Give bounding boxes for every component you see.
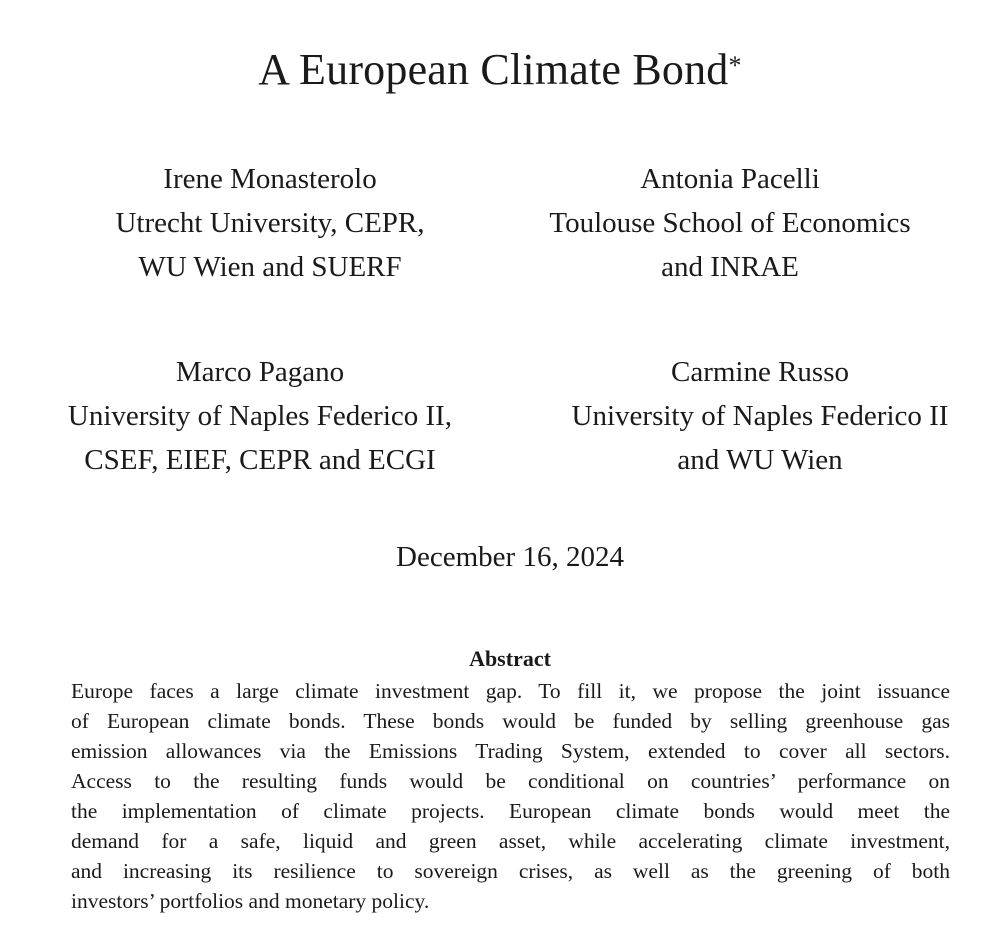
author-affiliation: CSEF, EIEF, CEPR and ECGI — [84, 444, 436, 476]
author-affiliation: Toulouse School of Economics — [549, 207, 911, 239]
abstract-line: Access to the resulting funds would be conditional on countries’ performance on — [71, 769, 950, 793]
author-affiliation: WU Wien and SUERF — [138, 251, 402, 283]
author-name: Irene Monasterolo — [163, 163, 377, 195]
abstract-line: demand for a safe, liquid and green asset, while accelerating climate investment, — [71, 829, 950, 853]
abstract-line: and increasing its resilience to sovereign crises, as well as the greening of both — [71, 859, 950, 883]
author-affiliation: Utrecht University, CEPR, — [115, 207, 425, 239]
author-block-1 — [40, 157, 500, 289]
paper-title: A European Climate Bond — [258, 45, 729, 94]
author-block-4 — [530, 350, 990, 482]
abstract-line: of European climate bonds. These bonds would be funded by selling greenhouse gas — [71, 709, 950, 733]
abstract-line: emission allowances via the Emissions Trading System, extended to cover all sectors. — [71, 739, 950, 763]
abstract-line: Europe faces a large climate investment gap. To fill it, we propose the joint issuance — [71, 679, 950, 703]
author-affiliation: University of Naples Federico II, — [67, 400, 453, 432]
abstract-body — [71, 676, 950, 916]
paper-date: December 16, 2024 — [396, 541, 624, 573]
author-affiliation: and WU Wien — [677, 444, 843, 476]
author-affiliation: University of Naples Federico II — [571, 400, 949, 432]
paper-title-block — [0, 42, 1000, 98]
title-footnote-mark: * — [728, 51, 742, 80]
abstract-heading: Abstract — [469, 646, 551, 671]
author-affiliation: and INRAE — [661, 251, 799, 283]
author-block-2 — [500, 157, 960, 289]
abstract-line: investors’ portfolios and monetary policy. — [71, 889, 430, 913]
abstract-line: the implementation of climate projects. European climate bonds would meet the — [71, 799, 950, 823]
author-name: Marco Pagano — [175, 356, 345, 388]
author-name: Antonia Pacelli — [640, 163, 820, 195]
author-name: Carmine Russo — [670, 356, 850, 388]
author-block-3 — [30, 350, 490, 482]
